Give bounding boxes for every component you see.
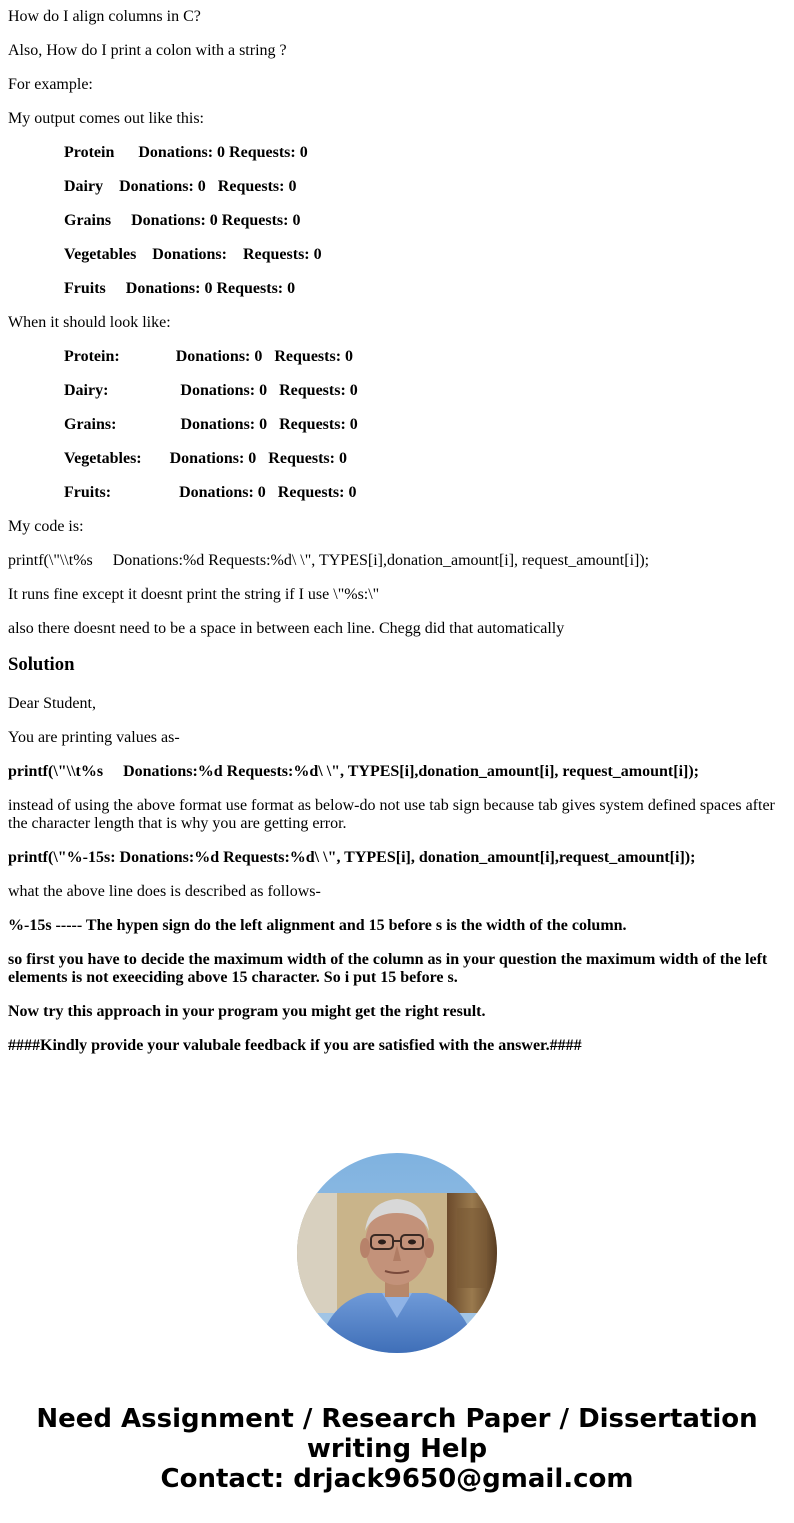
solution-explanation: %-15s ----- The hypen sign do the left alignment and 15 before s is the width of the column. bbox=[8, 917, 627, 934]
question-line: My output comes out like this: bbox=[8, 110, 204, 127]
solution-line: what the above line does is described as follows- bbox=[8, 883, 321, 900]
author-portrait-icon bbox=[297, 1153, 497, 1353]
solution-line: You are printing values as- bbox=[8, 729, 180, 746]
feedback-request: ####Kindly provide your valubale feedback if you are satisfied with the answer.#### bbox=[8, 1037, 582, 1054]
question-line: For example: bbox=[8, 76, 93, 93]
solution-line: Dear Student, bbox=[8, 695, 96, 712]
question-line: also there doesnt need to be a space in between each line. Chegg did that automatically bbox=[8, 620, 565, 637]
wrong-output-line: Protein Donations: 0 Requests: 0 bbox=[64, 144, 308, 161]
expected-output-line: Vegetables: Donations: 0 Requests: 0 bbox=[64, 450, 347, 467]
solution-explanation: so first you have to decide the maximum width of the column as in your question the maximum width of the left elements is not exeeciding above 15 character. So i put 15 before s. bbox=[8, 951, 768, 986]
wrong-output-line: Grains Donations: 0 Requests: 0 bbox=[64, 212, 301, 229]
solution-explanation: Now try this approach in your program you might get the right result. bbox=[8, 1003, 486, 1020]
expected-output-line: Dairy: Donations: 0 Requests: 0 bbox=[64, 382, 358, 399]
question-solution-document bbox=[8, 8, 786, 1071]
footer-line: Need Assignment / Research Paper / Dissertation bbox=[36, 1404, 758, 1434]
expected-output-line: Grains: Donations: 0 Requests: 0 bbox=[64, 416, 358, 433]
solution-line: instead of using the above format use format as below-do not use tab sign because tab gives system defined spaces after the character length that is why you are getting error. bbox=[8, 797, 775, 832]
expected-output-line: Protein: Donations: 0 Requests: 0 bbox=[64, 348, 354, 365]
question-line: My code is: bbox=[8, 518, 84, 535]
expected-output-line: Fruits: Donations: 0 Requests: 0 bbox=[64, 484, 357, 501]
question-title: How do I align columns in C? bbox=[8, 8, 201, 25]
question-line: It runs fine except it doesnt print the string if I use \"%s:\" bbox=[8, 586, 380, 603]
question-line: When it should look like: bbox=[8, 314, 171, 331]
wrong-output-line: Vegetables Donations: Requests: 0 bbox=[64, 246, 322, 263]
question-line: Also, How do I print a colon with a string ? bbox=[8, 42, 287, 59]
footer-promo bbox=[0, 1404, 794, 1494]
solution-new-code: printf(\"%-15s: Donations:%d Requests:%d\ \", TYPES[i], donation_amount[i],request_amount[i]); bbox=[8, 849, 696, 866]
solution-heading: Solution bbox=[8, 654, 75, 675]
wrong-output-line: Fruits Donations: 0 Requests: 0 bbox=[64, 280, 296, 297]
footer-line: writing Help bbox=[306, 1434, 488, 1464]
question-code: printf(\"\\t%s Donations:%d Requests:%d\ \", TYPES[i],donation_amount[i], request_amount[i]); bbox=[8, 552, 650, 569]
wrong-output-line: Dairy Donations: 0 Requests: 0 bbox=[64, 178, 297, 195]
author-avatar bbox=[297, 1153, 497, 1353]
solution-old-code: printf(\"\\t%s Donations:%d Requests:%d\ \", TYPES[i],donation_amount[i], request_amount[i]); bbox=[8, 763, 699, 780]
footer-contact: Contact: drjack9650@gmail.com bbox=[160, 1464, 634, 1494]
